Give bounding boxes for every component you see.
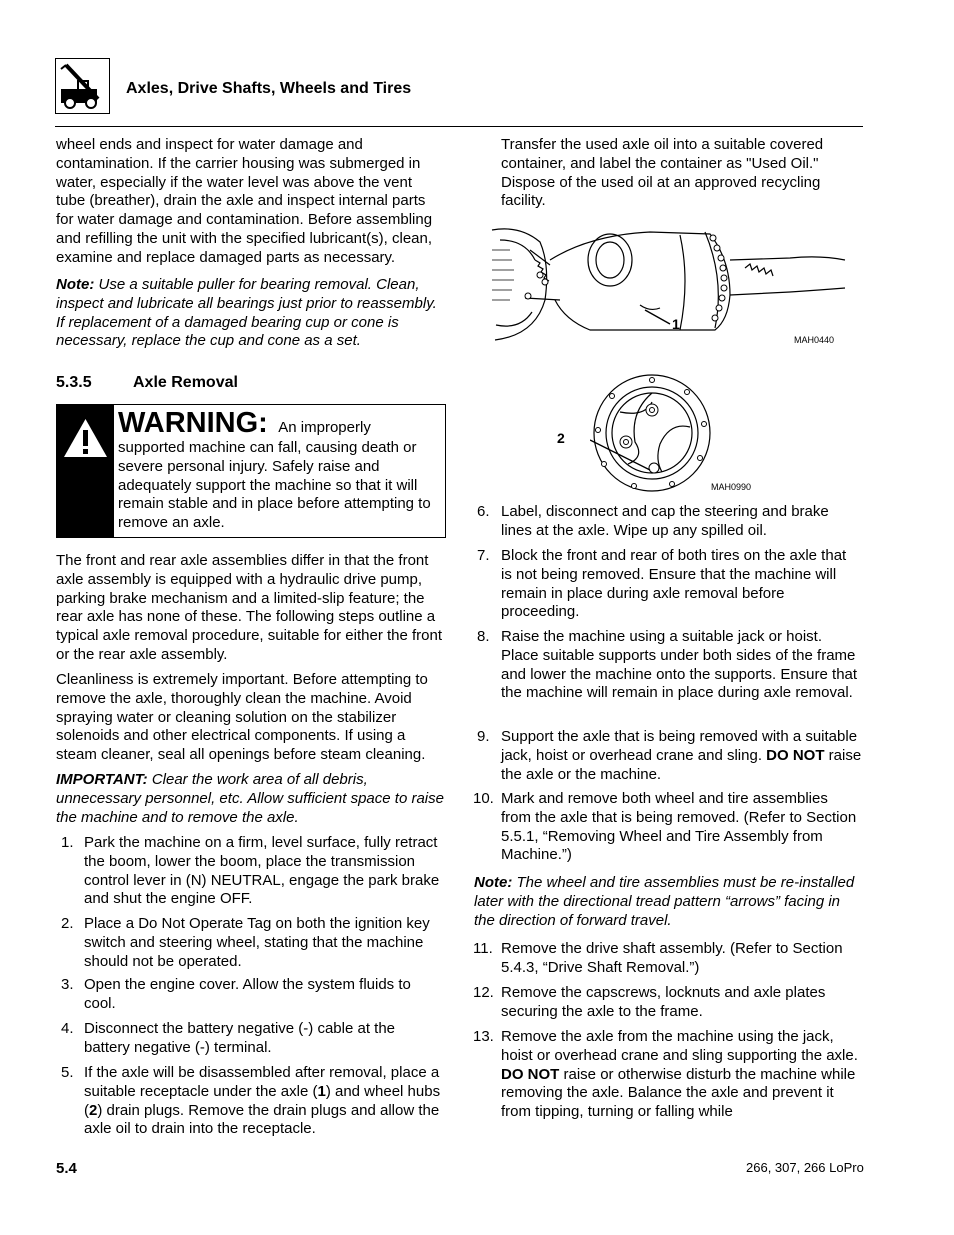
step-text: Disconnect the battery negative (-) cable at the battery negative (-) terminal.: [84, 1020, 396, 1056]
note-text: Use a suitable puller for bearing removal. Clean, inspect and lubricate all bearings just prior to reassembly. If replacement of a damaged bearing cup or cone is necessary, replace the cup and cone as a set.: [56, 276, 437, 350]
header-rule: [55, 126, 863, 127]
section-number: 5.3.5: [56, 374, 92, 391]
important-paragraph: [56, 771, 448, 827]
note-label: Note:: [474, 874, 513, 891]
warning-sidebar: [57, 405, 114, 537]
warning-triangle-icon: [57, 413, 114, 473]
step-number: 6.: [477, 503, 490, 520]
step-text: If the axle will be disassembled after removal, place a suitable receptacle under the axle (1) and wheel hubs (2) drain plugs. Remove the drain plugs and allow the axle oil to drain into the receptacle.: [84, 1064, 441, 1138]
step-number: 7.: [477, 547, 490, 564]
step-number: 13.: [473, 1028, 494, 1045]
step-number: 11.: [473, 940, 493, 957]
step-number: 1.: [61, 834, 74, 851]
page-header-title: Axles, Drive Shafts, Wheels and Tires: [126, 80, 412, 97]
step-number: 3.: [61, 976, 74, 993]
warning-text-lead: An improperly: [278, 419, 371, 436]
warning-title: WARNING:: [118, 407, 268, 439]
right-note-paragraph: [474, 874, 864, 930]
cleanliness-paragraph: Cleanliness is extremely important. Before attempting to remove the axle, thoroughly clean the machine. Avoid spraying water or cleaning solution on the stabilizer solenoids and other electrical components. If using a steam cleaner, seal all openings before steam cleaning.: [56, 671, 428, 764]
section-title: Axle Removal: [133, 374, 238, 391]
step-number: 8.: [477, 628, 490, 645]
step-number: 5.: [61, 1064, 74, 1081]
step-text: Open the engine cover. Allow the system fluids to cool.: [84, 976, 411, 1012]
telehandler-icon: [56, 59, 109, 113]
figure1-callout: 1: [672, 316, 680, 332]
step-text: Support the axle that is being removed with a suitable jack, hoist or overhead crane and sling. DO NOT raise the axle or the machine.: [501, 728, 862, 783]
step-number: 2.: [61, 915, 74, 932]
step-text: Mark and remove both wheel and tire assemblies from the axle that is being removed. (Refer to Section 5.5.1, “Removing Wheel and Tire Assembly from Machine.”): [501, 790, 857, 864]
step-text: Remove the drive shaft assembly. (Refer to Section 5.4.3, “Drive Shaft Removal.”): [501, 940, 843, 976]
figure2-id: MAH0990: [711, 482, 752, 492]
step-text: Raise the machine using a suitable jack or hoist. Place suitable supports under both sides of the frame and lower the machine onto the supports. Ensure that the machine will remain in place during axle removal.: [501, 628, 858, 702]
step-text: Place a Do Not Operate Tag on both the ignition key switch and steering wheel, stating that the machine should not be operated.: [84, 915, 430, 970]
used-oil-paragraph: Transfer the used axle oil into a suitable covered container, and label the container as "Used Oil." Dispose of the used oil at an approved recycling facility.: [501, 136, 824, 210]
note-label: Note:: [56, 276, 95, 293]
page-number: 5.4: [56, 1160, 77, 1177]
wheel-hub-drain-plug-figure: [590, 372, 714, 494]
step-number: 10.: [473, 790, 494, 807]
step-text: Remove the capscrews, locknuts and axle plates securing the axle to the frame.: [501, 984, 826, 1020]
note-paragraph: [56, 276, 448, 351]
figure2-callout: 2: [557, 430, 565, 446]
header-logo-box: [55, 58, 110, 114]
important-label: IMPORTANT:: [56, 771, 148, 788]
step-text: Park the machine on a firm, level surface, fully retract the boom, lower the boom, place the transmission control lever in (N) NEUTRAL, engage the park brake and shut the engine OFF.: [84, 834, 440, 908]
step-text: Label, disconnect and cap the steering and brake lines at the axle. Wipe up any spilled oil.: [501, 503, 829, 539]
axle-drain-plug-figure: [490, 220, 850, 350]
note-text: The wheel and tire assemblies must be re-installed later with the directional tread pattern “arrows” facing in the direction of forward travel.: [474, 874, 855, 929]
footer-models: 266, 307, 266 LoPro: [746, 1160, 864, 1175]
step-text: Block the front and rear of both tires on the axle that is not being removed. Ensure that the machine will remain in place during axle removal before proceeding.: [501, 547, 847, 621]
intro-paragraph: wheel ends and inspect for water damage and contamination. If the carrier housing was submerged in water, especially if the water level was above the vent tube (breather), drain the axle and inspect internal parts for water damage and contamination. Before assembling and refilling the unit with the specified lubricant(s), clean, examine and replace damaged parts as necessary.: [56, 136, 433, 266]
warning-box: [56, 404, 446, 538]
important-text: Clear the work area of all debris, unnecessary personnel, etc. Allow sufficient space to raise the machine and to remove the axle.: [56, 771, 444, 826]
axle-description-paragraph: The front and rear axle assemblies differ in that the front axle assembly is equipped with a hydraulic drive pump, parking brake mechanism and a limited-slip feature; the rear axle has none of these. The following steps outline a typical axle removal procedure, suitable for either the front or the rear axle assembly.: [56, 552, 443, 663]
warning-text: supported machine can fall, causing death or severe personal injury. Safely raise and adequately support the machine so that it will remain stable and in place before attempting to remove an axle.: [118, 439, 431, 532]
step-number: 9.: [477, 728, 490, 745]
step-text: Remove the axle from the machine using the jack, hoist or overhead crane and sling supporting the axle. DO NOT raise or otherwise disturb the machine while removing the axle. Balance the axle and prevent it from tipping, turning or falling while: [501, 1028, 858, 1121]
step-number: 12.: [473, 984, 494, 1001]
step-number: 4.: [61, 1020, 74, 1037]
figure1-id: MAH0440: [794, 335, 835, 345]
